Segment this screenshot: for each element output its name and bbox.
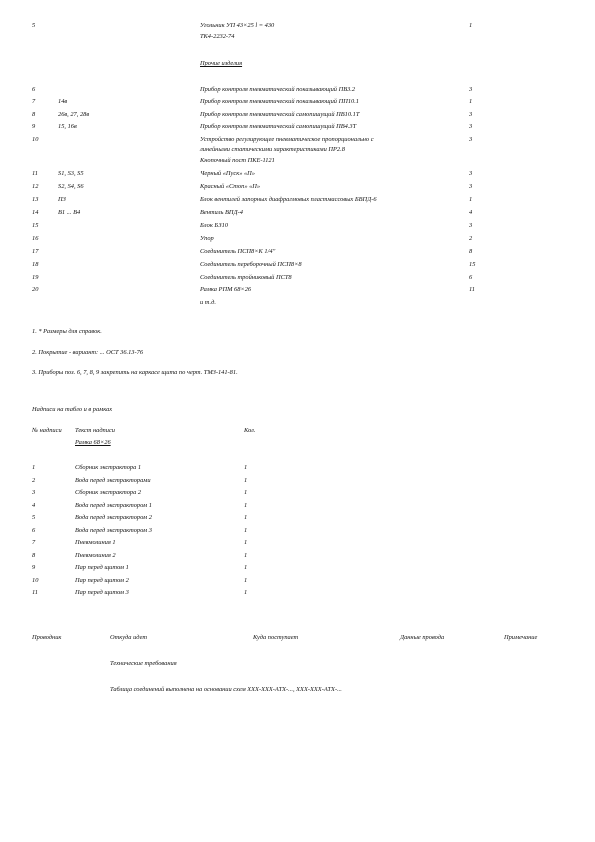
spec-row-qty: 2 [469,235,473,242]
note-1: 1. * Размеры для справок. [32,328,102,335]
spec-row-pos: 14 [32,209,39,216]
conn-header-note: Примечание [504,634,538,641]
spec-row-pos: 11 [32,170,38,177]
label-row-num: 4 [32,501,36,509]
labels-header-text: Текст надписи [75,427,115,434]
label-row-text: Пар перед щитом 1 [75,564,129,571]
label-row-num: 9 [32,564,36,571]
spec-row-name: линейными статическими характеристиками ПР2.8 [200,146,345,153]
spec-row-name: ТК4-2232-74 [200,33,235,40]
spec-row-name: Кнопочный пост ПКЕ-1121 [200,157,275,164]
spec-row-name: Соединитель ПСП8×К 1/4" [200,248,276,255]
label-row-text: Пар перед щитом 3 [75,589,129,596]
spec-row-zone: 26в, 27, 28в [58,111,90,118]
label-row-text: Вода перед экстрактором 3 [75,526,152,534]
spec-row-pos: 9 [32,123,36,130]
spec-row-qty: 1 [469,22,473,29]
label-row-qty: 1 [244,501,248,509]
spec-row-qty: 6 [469,274,473,281]
spec-row-name: Блок БЗ10 [200,222,228,229]
label-row-num: 2 [32,476,36,484]
labels-header-qty: Кол. [244,427,256,434]
label-row-qty: 1 [244,514,248,521]
spec-row-name: Упор [200,235,214,242]
label-row-qty: 1 [244,464,248,471]
label-row-text: Вода перед экстрактором 1 [75,501,152,509]
conn-header-wire-data: Данные провода [400,634,445,641]
label-row-text: Вода перед экстрактором 2 [75,514,152,521]
spec-row-zone: ПЗ [58,196,66,203]
spec-row-name: Устройство регулирующее пневматическое пропорционально с [200,136,374,143]
label-row-qty: 1 [244,489,248,496]
spec-row-zone: 14в [58,98,68,105]
label-row-num: 1 [32,464,36,471]
conn-header-to: Куда поступает [253,634,299,641]
spec-row-qty: 3 [469,123,473,130]
labels-header-num: № надписи [32,427,62,434]
spec-row-qty: 1 [469,98,473,105]
spec-row-name: Черный «Пуск» «П» [200,170,255,177]
label-row-text: Пар перед щитом 2 [75,576,129,584]
spec-row-name: Прибор контроля пневматический самопишущий ПВ10.1Т [200,111,360,118]
spec-row-pos: 19 [32,274,39,281]
spec-row-qty: 11 [469,286,475,293]
spec-row-pos: 10 [32,136,39,143]
spec-row-pos: 16 [32,235,39,242]
label-row-text: Сборник экстрактора 1 [75,464,142,471]
spec-row-pos: 5 [32,22,36,29]
label-row-num: 11 [32,589,38,596]
labels-subheader: Рамка 68×26 [75,439,111,446]
spec-row-name: Прибор контроля пневматический показывающий ПВ3.2 [200,86,356,93]
requirements-text: Таблица соединений выполнена на основании схем ХХХ-ХХХ-АТХ-..., ХХХ-ХХХ-АТХ-... [110,686,342,693]
spec-row-name: Блок вентилей запорных диафрагмовых пластмассовых БВПД-6 [200,196,377,203]
spec-row-qty: 3 [469,222,473,229]
label-row-num: 5 [32,514,36,521]
label-row-num: 8 [32,551,36,559]
label-row-qty: 1 [244,564,248,571]
conn-header-from: Откуда идет [110,634,147,641]
spec-row-zone: 15, 16в [58,123,77,130]
spec-row-pos: 18 [32,261,39,268]
spec-row-qty: 3 [469,86,473,93]
label-row-text: Сборник экстрактора 2 [75,489,142,496]
spec-row-qty: 3 [469,136,473,143]
spec-row-zone: S2, S4, S6 [58,183,84,190]
label-row-qty: 1 [244,526,248,534]
label-row-num: 6 [32,526,36,534]
spec-row-pos: 13 [32,196,39,203]
spec-row-name: Прибор контроля пневматический показывающий ПП10.1 [200,98,360,105]
spec-row-name: Соединитель тройниковый ПСТ8 [200,274,292,281]
spec-row-name: Рамка РПМ 68×26 [200,286,252,293]
spec-row-pos: 15 [32,222,39,229]
labels-section-title: Надписи на табло и в рамках [32,406,113,413]
spec-row-pos: 20 [32,286,39,293]
label-row-qty: 1 [244,551,248,559]
note-2: 2. Покрытие - вариант: ... ОСТ 36.13-76 [32,349,144,356]
conn-header-conductor: Проводник [32,634,62,641]
spec-row-pos: 7 [32,98,36,105]
spec-row-qty: 3 [469,170,473,177]
spec-row-qty: 8 [469,248,473,255]
label-row-qty: 1 [244,476,248,484]
spec-row-name: Соединитель переборочный ПСП8×8 [200,261,302,268]
label-row-qty: 1 [244,589,248,596]
spec-row-name: Прибор контроля пневматический самопишущий ПВ4.3Т [200,123,357,130]
label-row-qty: 1 [244,539,248,546]
label-row-num: 3 [32,489,36,496]
spec-row-qty: 4 [469,209,473,216]
spec-row-qty: 1 [469,196,473,203]
spec-row-pos: 8 [32,111,36,118]
spec-row-name: Угольник УП 43×25 l = 430 [200,22,275,29]
label-row-text: Пневмолиния 1 [75,539,116,546]
label-row-text: Вода перед экстракторами [75,476,151,484]
requirements-title: Технические требования [110,660,177,667]
spec-row-qty: 3 [469,111,473,118]
spec-row-name: и т.д. [200,299,216,306]
label-row-qty: 1 [244,576,248,584]
spec-row-qty: 15 [469,261,476,268]
spec-row-pos: 12 [32,183,39,190]
spec-row-pos: 17 [32,248,39,255]
spec-row-zone: В1 ... В4 [58,209,81,216]
spec-row-name: Вентиль ВПД-4 [200,209,243,216]
spec-row-name: Красный «Стоп» «П» [200,183,261,190]
spec-row-qty: 3 [469,183,473,190]
label-row-num: 7 [32,539,36,546]
spec-row-pos: 6 [32,86,36,93]
spec-row-name: Прочие изделия [200,60,243,67]
note-3: 3. Приборы поз. 6, 7, 8, 9 закрепить на каркасе щита по черт. ТМЗ-141-81. [32,369,238,376]
spec-row-zone: S1, S3, S5 [58,170,84,177]
label-row-num: 10 [32,576,39,584]
label-row-text: Пневмолиния 2 [75,551,116,559]
